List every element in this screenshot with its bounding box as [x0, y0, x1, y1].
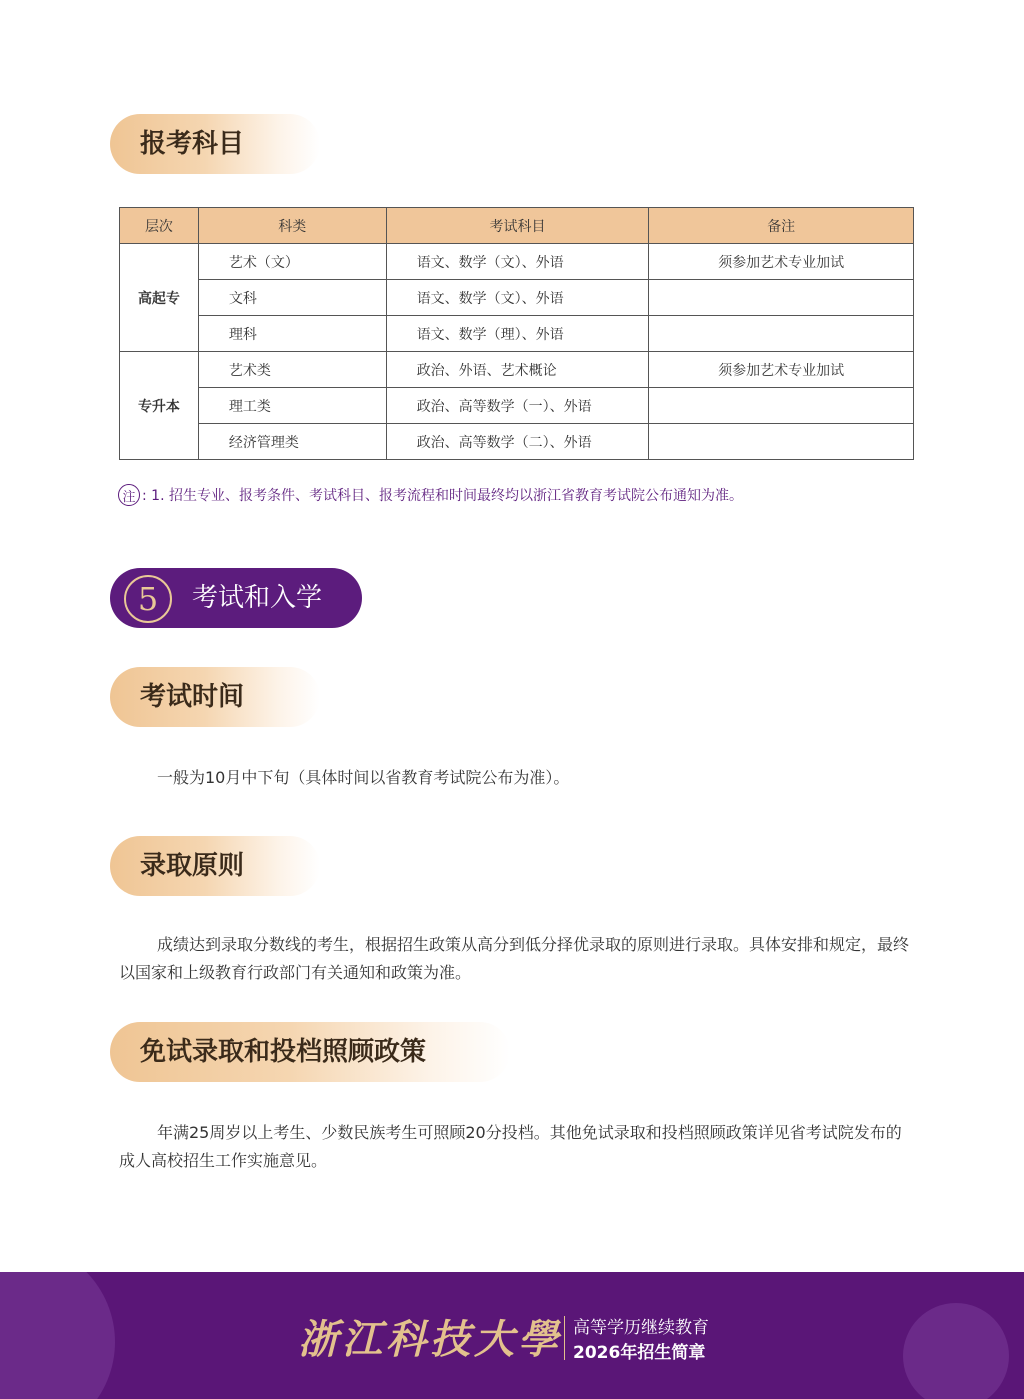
header-level: 层次: [120, 208, 199, 244]
table-row: [120, 388, 914, 424]
category-cell: 文科: [198, 280, 386, 316]
category-cell: 艺术类: [198, 352, 386, 388]
subjects-title: 报考科目: [140, 129, 245, 159]
note-cell: [649, 316, 914, 352]
category-cell: 经济管理类: [198, 424, 386, 460]
note-mark: 注: [118, 484, 140, 506]
table-row: [120, 424, 914, 460]
category-cell: 理工类: [198, 388, 386, 424]
logo-divider: [564, 1316, 565, 1360]
exam-time-title: 考试时间: [140, 682, 245, 712]
note-cell: [649, 424, 914, 460]
subjects-cell: 政治、高等数学（二）、外语: [386, 424, 649, 460]
table-row: [120, 316, 914, 352]
chapter-number: 5: [124, 575, 172, 623]
subjects-cell: 政治、外语、艺术概论: [386, 352, 649, 388]
chapter-heading: [110, 568, 362, 628]
decorative-circle: [0, 1272, 115, 1399]
table-footnote: [118, 484, 743, 506]
footer-banner: [0, 1272, 1024, 1399]
admission-paragraph: 成绩达到录取分数线的考生，根据招生政策从高分到低分择优录取的原则进行录取。具体安排和规定，最终以国家和上级教育行政部门有关通知和政策为准。: [119, 935, 910, 982]
exemption-heading: [110, 1022, 510, 1082]
exam-time-heading: [110, 667, 320, 727]
decorative-circle: [903, 1303, 1009, 1399]
note-cell: 须参加艺术专业加试: [649, 352, 914, 388]
chapter-title: 考试和入学: [192, 583, 323, 613]
exam-subjects-table: [119, 207, 914, 460]
table-header-row: [120, 208, 914, 244]
header-subjects: 考试科目: [386, 208, 649, 244]
table-row: [120, 280, 914, 316]
note-text: : 1. 招生专业、报考条件、考试科目、报考流程和时间最终均以浙江省教育考试院公布通知为准。: [142, 488, 743, 504]
table-row: [120, 244, 914, 280]
header-category: 科类: [198, 208, 386, 244]
footer-brochure-title: 2026年招生简章: [573, 1343, 706, 1363]
note-cell: [649, 280, 914, 316]
admission-title: 录取原则: [140, 851, 245, 881]
table-row: [120, 352, 914, 388]
category-cell: 艺术（文）: [198, 244, 386, 280]
header-note: 备注: [649, 208, 914, 244]
exam-time-paragraph: 一般为10月中下旬（具体时间以省教育考试院公布为准）。: [157, 768, 570, 787]
level-cell: 专升本: [120, 352, 199, 460]
university-logo: 浙江科技大學: [298, 1316, 562, 1363]
admission-heading: [110, 836, 320, 896]
subjects-cell: 语文、数学（文）、外语: [386, 280, 649, 316]
subjects-heading: [110, 114, 320, 174]
note-cell: [649, 388, 914, 424]
subjects-cell: 政治、高等数学（一）、外语: [386, 388, 649, 424]
subjects-cell: 语文、数学（理）、外语: [386, 316, 649, 352]
note-cell: 须参加艺术专业加试: [649, 244, 914, 280]
subjects-cell: 语文、数学（文）、外语: [386, 244, 649, 280]
category-cell: 理科: [198, 316, 386, 352]
exemption-title: 免试录取和投档照顾政策: [140, 1037, 427, 1067]
exemption-paragraph: 年满25周岁以上考生、少数民族考生可照顾20分投档。其他免试录取和投档照顾政策详见省考试院发布的成人高校招生工作实施意见。: [119, 1123, 902, 1170]
level-cell: 高起专: [120, 244, 199, 352]
footer-subtitle: 高等学历继续教育: [573, 1318, 709, 1338]
